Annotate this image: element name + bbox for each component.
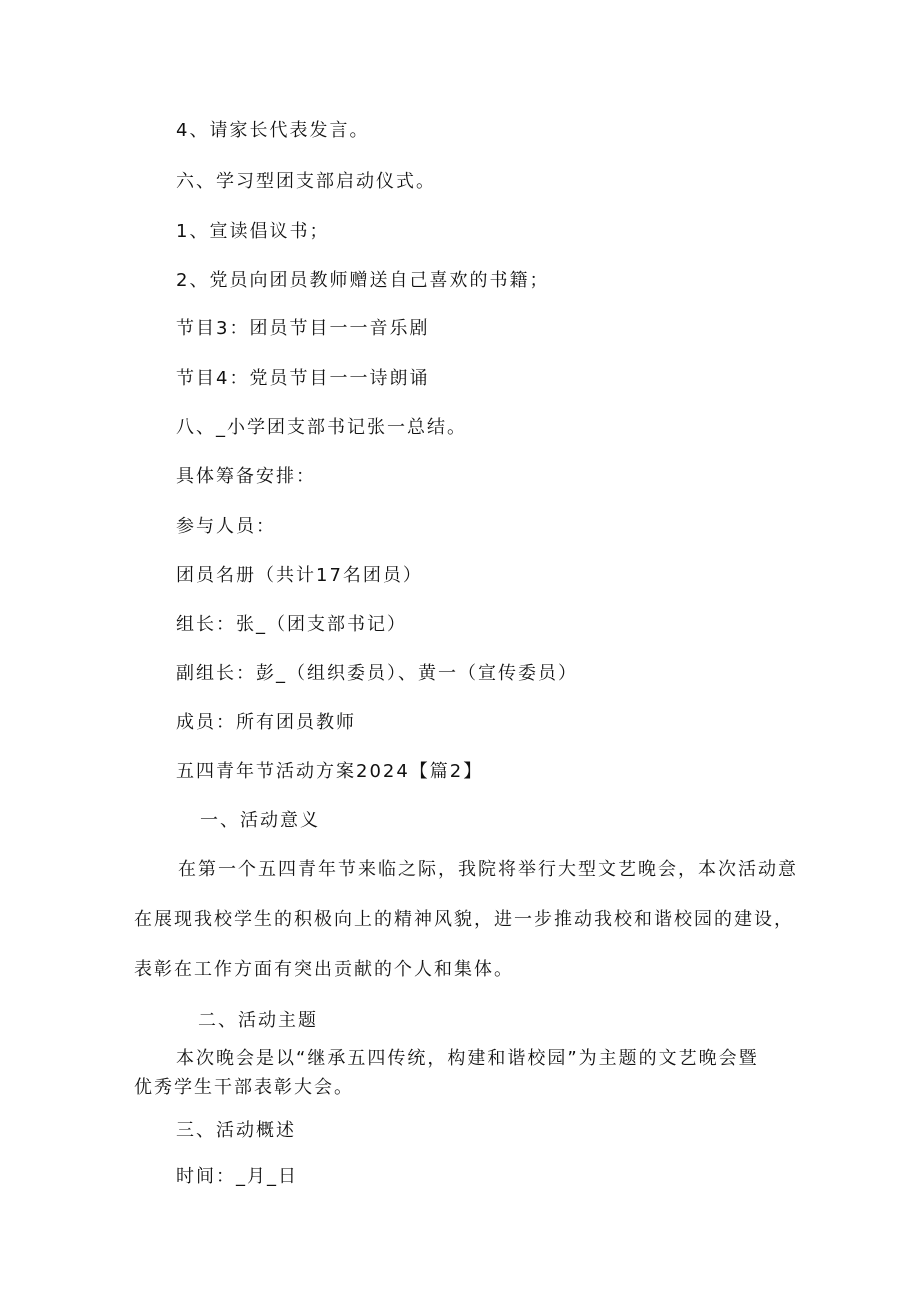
text-line: 组长：张_（团支部书记） <box>176 614 407 635</box>
text-line: 1、宣读倡议书； <box>176 221 330 242</box>
paragraph-line: 在第一个五四青年节来临之际，我院将举行大型文艺晚会，本次活动意 <box>178 859 798 880</box>
section-heading: 二、活动主题 <box>198 1010 318 1031</box>
paragraph-line: 本次晚会是以“继承五四传统，构建和谐校园”为主题的文艺晚会暨 <box>176 1048 759 1069</box>
text-line: 节目3：团员节目一一音乐剧 <box>176 318 430 339</box>
section-heading: 六、学习型团支部启动仪式。 <box>176 171 436 192</box>
section-heading: 八、_小学团支部书记张一总结。 <box>176 417 467 438</box>
paragraph-line: 表彰在工作方面有突出贡献的个人和集体。 <box>134 959 514 980</box>
text-line: 4、请家长代表发言。 <box>176 120 370 141</box>
text-line: 时间：_月_日 <box>176 1166 298 1187</box>
paragraph-line: 在展现我校学生的积极向上的精神风貌，进一步推动我校和谐校园的建设， <box>134 909 794 930</box>
text-line: 参与人员： <box>176 516 276 537</box>
text-line: 2、党员向团员教师赠送自己喜欢的书籍； <box>176 270 550 291</box>
text-line: 团员名册（共计17名团员） <box>176 565 423 586</box>
text-line: 副组长：彭_（组织委员）、黄一（宣传委员） <box>176 663 578 684</box>
article-title: 五四青年节活动方案2024【篇2】 <box>176 761 484 782</box>
section-heading: 一、活动意义 <box>200 810 320 831</box>
paragraph-line: 优秀学生干部表彰大会。 <box>134 1077 354 1098</box>
text-line: 具体筹备安排： <box>176 466 316 487</box>
section-heading: 三、活动概述 <box>176 1120 296 1141</box>
text-line: 成员：所有团员教师 <box>176 712 356 733</box>
text-line: 节目4：党员节目一一诗朗诵 <box>176 368 430 389</box>
